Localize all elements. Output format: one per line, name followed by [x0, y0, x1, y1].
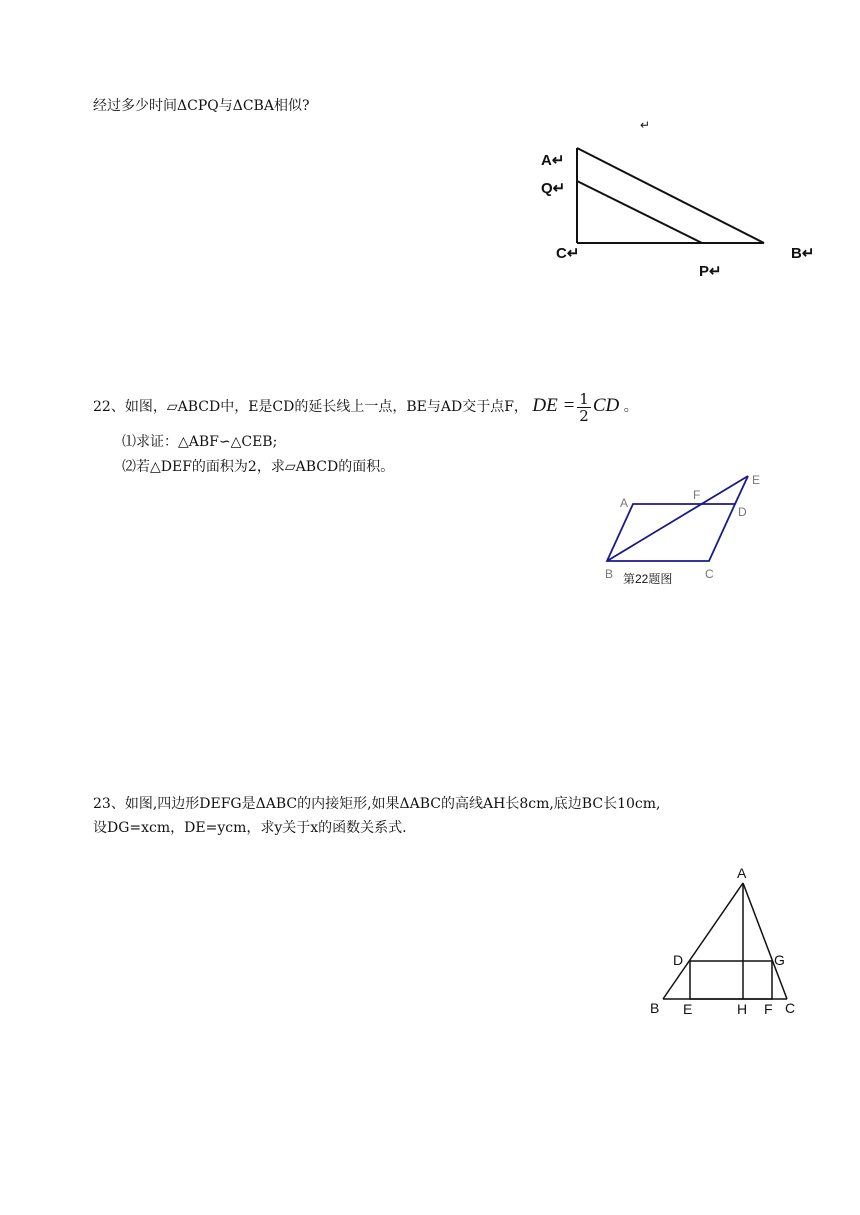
q23-label-d: D: [673, 952, 684, 968]
q21-label-a: A↵: [541, 152, 565, 169]
parallelogram-icon: ▱: [284, 459, 296, 475]
q23-line2: 设DG=xcm，DE=ycm，求y关于x的函数关系式.: [93, 820, 407, 836]
q22-part1: ⑴求证：△ABF∽△CEB;: [122, 434, 278, 450]
q22-part2: ⑵若△DEF的面积为2，求▱ABCD的面积。: [122, 459, 395, 475]
q23-label-g: G: [774, 952, 785, 968]
q23-label-b: B: [650, 1000, 660, 1016]
q22-eq-lhs: DE =: [532, 395, 576, 416]
q21-label-q: Q↵: [541, 180, 566, 197]
q22-intro: 22、如图，▱ABCD中，E是CD的延长线上一点，BE与AD交于点F， DE = $\frac{1}{2}$ CD 。: [93, 389, 638, 425]
q21-question: 经过多少时间ΔCPQ与ΔCBA相似?: [93, 98, 310, 114]
q22-eq-rhs: CD: [592, 395, 620, 416]
q21-label-p: P↵: [699, 263, 722, 280]
q22-label-c: C: [705, 567, 714, 581]
q23-label-c: C: [785, 1000, 796, 1016]
q22-caption: 第22题图: [623, 572, 673, 586]
q21-return-mark: ↵: [640, 118, 651, 132]
q23-label-h: H: [737, 1001, 748, 1017]
q21-label-c: C↵: [556, 245, 580, 262]
q21-label-b: B↵: [791, 245, 815, 262]
q23-label-e: E: [683, 1001, 693, 1017]
q22-label-e: E: [752, 473, 761, 487]
q23-side-ab: [663, 883, 743, 999]
q23-side-ac: [743, 883, 787, 999]
q22-eq-fraction: $\frac{1}{2}$: [579, 389, 589, 425]
q23-line1: 23、如图,四边形DEFG是ΔABC的内接矩形,如果ΔABC的高线AH长8cm,底边BC长10cm,: [93, 796, 661, 812]
q23-rectangle-defg: [690, 961, 772, 999]
q23-label-f: F: [764, 1001, 773, 1017]
q22-label-f: F: [693, 488, 701, 502]
q22-label-a: A: [620, 496, 629, 510]
parallelogram-icon: ▱: [166, 399, 178, 415]
q23-label-a: A: [737, 865, 747, 881]
q22-label-d: D: [738, 505, 747, 519]
q22-label-b: B: [605, 567, 614, 581]
